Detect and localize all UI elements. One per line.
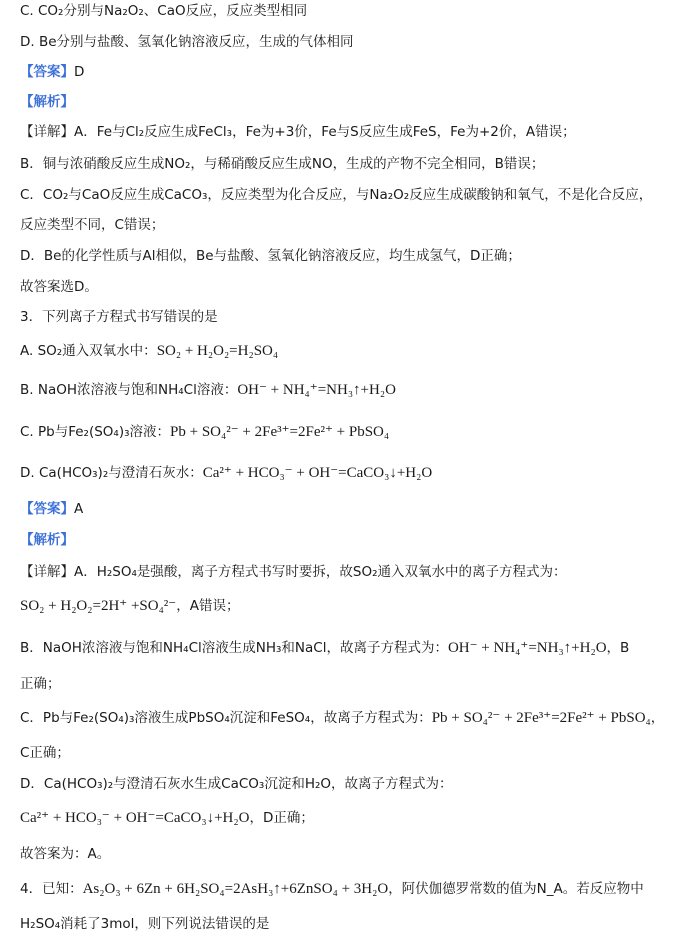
- question-3-option-d: D. Ca(HCO₃)₂与澄清石灰水：Ca²⁺ + HCO₃⁻ + OH⁻=CaCO₃↓+H₂O: [20, 465, 433, 481]
- analysis-1-line-c2: 反应类型不同，C错误；: [20, 217, 165, 233]
- equation: Pb + SO₄²⁻ + 2Fe³⁺=2Fe²⁺ + PbSO₄: [170, 424, 390, 440]
- answer-value: D: [74, 64, 85, 80]
- equation: Pb + SO₄²⁻ + 2Fe³⁺=2Fe²⁺ + PbSO₄: [431, 710, 651, 726]
- prev-option-c: C. CO₂分别与Na₂O₂、CaO反应，反应类型相同: [20, 3, 308, 19]
- analysis-3-line-d1: D．Ca(HCO₃)₂与澄清石灰水生成CaCO₃沉淀和H₂O，故离子方程式为：: [20, 776, 453, 792]
- analysis-1-line-b: B．铜与浓硝酸反应生成NO₂，与稀硝酸反应生成NO，生成的产物不完全相同，B错误；: [20, 156, 545, 172]
- detail-label: 【详解】: [20, 564, 74, 580]
- analysis-3-line-b2: 正确；: [20, 676, 61, 692]
- detail-label: 【详解】: [20, 124, 74, 140]
- answer-label: 【答案】: [20, 501, 74, 517]
- analysis-1-line-c1: C．CO₂与CaO反应生成CaCO₃，反应类型为化合反应，与Na₂O₂反应生成碳酸钠和氧气，不是化合反应，: [20, 187, 653, 203]
- analysis-1-line-a: 【详解】A．Fe与Cl₂反应生成FeCl₃，Fe为+3价，Fe与S反应生成FeS，Fe为+2价，A错误；: [20, 124, 576, 140]
- equation: As₂O₃ + 6Zn + 6H₂SO₄=2AsH₃↑+6ZnSO₄ + 3H₂O: [82, 881, 389, 897]
- analysis-3-line-c2: C正确；: [20, 745, 70, 761]
- analysis-3-line-b1: B．NaOH浓溶液与饱和NH₄Cl溶液生成NH₃和NaCl，故离子方程式为：OH⁻ + NH₄⁺=NH₃↑+H₂O，B: [20, 640, 630, 656]
- analysis-1-line-d: D．Be的化学性质与Al相似，Be与盐酸、氢氧化钠溶液反应，均生成氢气，D正确；: [20, 248, 521, 264]
- prev-option-d: D. Be分别与盐酸、氢氧化钠溶液反应，生成的气体相同: [20, 34, 354, 50]
- question-3-option-c: C. Pb与Fe₂(SO₄)₃溶液：Pb + SO₄²⁻ + 2Fe³⁺=2Fe²⁺ + PbSO₄: [20, 424, 390, 440]
- analysis-3-line-c1: C．Pb与Fe₂(SO₄)₃溶液生成PbSO₄沉淀和FeSO₄，故离子方程式为：Pb + SO₄²⁻ + 2Fe³⁺=2Fe²⁺ + PbSO₄，: [20, 710, 665, 726]
- question-3-option-b: B. NaOH浓溶液与饱和NH₄Cl溶液：OH⁻ + NH₄⁺=NH₃↑+H₂O: [20, 382, 396, 398]
- answer-label: 【答案】: [20, 64, 74, 80]
- answer-value: A: [74, 501, 84, 517]
- question-3-option-a: A. SO₂通入双氧水中：SO₂ + H₂O₂=H₂SO₄: [20, 343, 279, 359]
- equation: SO₂ + H₂O₂=2H⁺ +SO₄²⁻: [20, 598, 177, 614]
- question-4-line-2: H₂SO₄消耗了3mol，则下列说法错误的是: [20, 916, 270, 932]
- question-3-stem: 3．下列离子方程式书写错误的是: [20, 309, 218, 325]
- question-4-line-1: 4．已知：As₂O₃ + 6Zn + 6H₂SO₄=2AsH₃↑+6ZnSO₄ + 3H₂O，阿伏伽德罗常数的值为N_A。若反应物中: [20, 881, 644, 897]
- analysis-1-conclusion: 故答案选D。: [20, 279, 98, 295]
- equation: Ca²⁺ + HCO₃⁻ + OH⁻=CaCO₃↓+H₂O: [20, 810, 250, 826]
- answer-1: [20, 63, 685, 81]
- equation: Ca²⁺ + HCO₃⁻ + OH⁻=CaCO₃↓+H₂O: [202, 465, 433, 481]
- analysis-label-1: 【解析】: [20, 94, 74, 110]
- analysis-label-3: 【解析】: [20, 532, 74, 548]
- equation: OH⁻ + NH₄⁺=NH₃↑+H₂O: [237, 382, 396, 398]
- analysis-3-conclusion: 故答案为：A。: [20, 846, 111, 862]
- answer-3: [20, 500, 685, 518]
- equation: SO₂ + H₂O₂=H₂SO₄: [156, 343, 279, 359]
- analysis-3-line-a2: SO₂ + H₂O₂=2H⁺ +SO₄²⁻，A错误；: [20, 598, 240, 614]
- equation: OH⁻ + NH₄⁺=NH₃↑+H₂O: [447, 640, 607, 656]
- analysis-3-line-a1: 【详解】A．H₂SO₄是强酸，离子方程式书写时要拆，故SO₂通入双氧水中的离子方程式为：: [20, 564, 567, 580]
- analysis-3-line-d2: Ca²⁺ + HCO₃⁻ + OH⁻=CaCO₃↓+H₂O，D正确；: [20, 810, 314, 826]
